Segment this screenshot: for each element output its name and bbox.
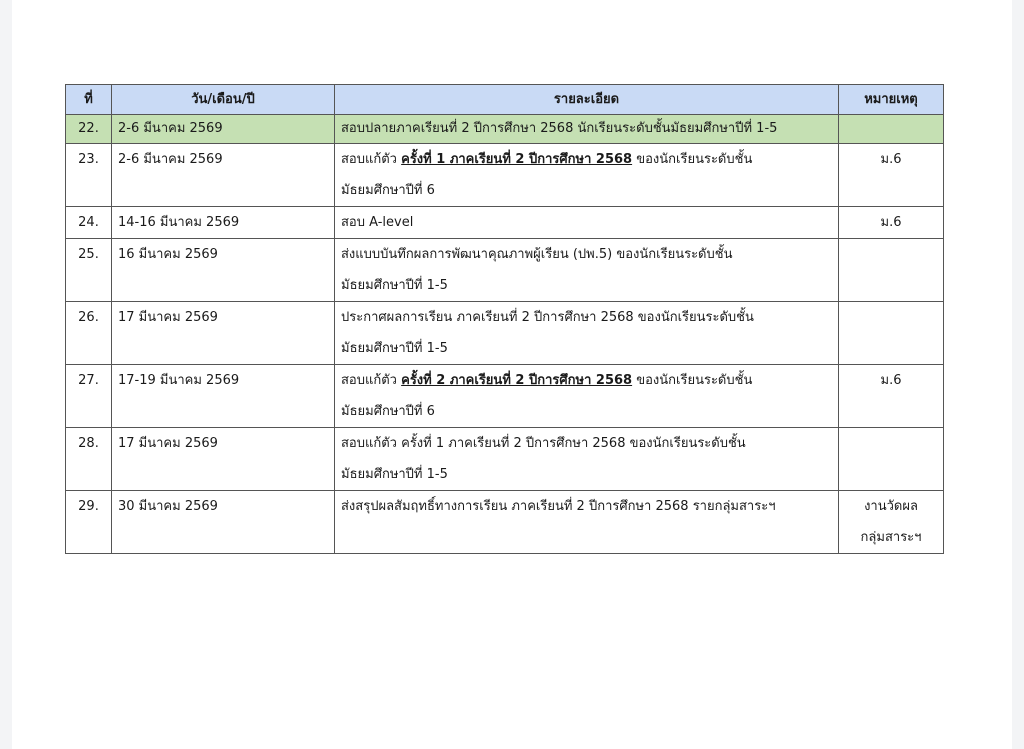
row-date: 2-6 มีนาคม 2569 (112, 115, 335, 144)
document-page (12, 0, 1012, 749)
detail-emphasis: ครั้งที่ 2 ภาคเรียนที่ 2 ปีการศึกษา 2568 (401, 373, 633, 388)
detail-text: สอบแก้ตัว (341, 152, 402, 167)
row-detail (335, 144, 839, 207)
detail-line-1: สอบแก้ตัว ครั้งที่ 1 ภาคเรียนที่ 2 ปีการศึกษา 2568 ของนักเรียนระดับชั้น (341, 436, 746, 451)
detail-text: ของนักเรียนระดับชั้น (632, 373, 753, 388)
row-detail (335, 302, 839, 365)
detail-line-2: มัธยมศึกษาปีที่ 6 (341, 404, 435, 419)
row-number: 23. (66, 144, 112, 207)
row-number: 28. (66, 428, 112, 491)
row-number: 22. (66, 115, 112, 144)
detail-line-1 (341, 365, 832, 396)
detail-text: ของนักเรียนระดับชั้น (632, 152, 753, 167)
row-date: 14-16 มีนาคม 2569 (112, 207, 335, 239)
row-note (839, 239, 944, 302)
detail-line-2: มัธยมศึกษาปีที่ 1-5 (341, 467, 448, 482)
table-row (66, 239, 944, 302)
row-number: 29. (66, 491, 112, 554)
row-date: 30 มีนาคม 2569 (112, 491, 335, 554)
table-row (66, 365, 944, 428)
row-note (839, 115, 944, 144)
table-row (66, 302, 944, 365)
row-note (839, 302, 944, 365)
detail-line-1: ส่งแบบบันทึกผลการพัฒนาคุณภาพผู้เรียน (ปพ.5) ของนักเรียนระดับชั้น (341, 247, 733, 262)
row-detail (335, 365, 839, 428)
row-note (839, 491, 944, 554)
detail-line-1: ประกาศผลการเรียน ภาคเรียนที่ 2 ปีการศึกษา 2568 ของนักเรียนระดับชั้น (341, 310, 754, 325)
row-date: 17-19 มีนาคม 2569 (112, 365, 335, 428)
row-date: 17 มีนาคม 2569 (112, 428, 335, 491)
row-detail (335, 239, 839, 302)
table-row (66, 428, 944, 491)
header-note: หมายเหตุ (839, 85, 944, 115)
table-row (66, 207, 944, 239)
detail-emphasis: ครั้งที่ 1 ภาคเรียนที่ 2 ปีการศึกษา 2568 (401, 152, 633, 167)
row-date: 2-6 มีนาคม 2569 (112, 144, 335, 207)
row-note: ม.6 (839, 144, 944, 207)
row-detail (335, 428, 839, 491)
detail-text: สอบแก้ตัว (341, 373, 402, 388)
row-note (839, 428, 944, 491)
detail-line-1 (341, 144, 832, 175)
table-row (66, 115, 944, 144)
row-detail: สอบ A-level (335, 207, 839, 239)
row-number: 27. (66, 365, 112, 428)
note-line-1: งานวัดผล (864, 499, 918, 514)
row-number: 24. (66, 207, 112, 239)
row-date: 17 มีนาคม 2569 (112, 302, 335, 365)
row-date: 16 มีนาคม 2569 (112, 239, 335, 302)
table-row (66, 144, 944, 207)
table-header-row (66, 85, 944, 115)
header-number: ที่ (66, 85, 112, 115)
detail-line-2: มัธยมศึกษาปีที่ 6 (341, 183, 435, 198)
row-detail: สอบปลายภาคเรียนที่ 2 ปีการศึกษา 2568 นักเรียนระดับชั้นมัธยมศึกษาปีที่ 1-5 (335, 115, 839, 144)
row-detail: ส่งสรุปผลสัมฤทธิ์ทางการเรียน ภาคเรียนที่ 2 ปีการศึกษา 2568 รายกลุ่มสาระฯ (335, 491, 839, 554)
header-detail: รายละเอียด (335, 85, 839, 115)
detail-line-2: มัธยมศึกษาปีที่ 1-5 (341, 278, 448, 293)
schedule-table (65, 84, 944, 554)
row-note: ม.6 (839, 207, 944, 239)
note-line-2: กลุ่มสาระฯ (860, 530, 922, 545)
table-row (66, 491, 944, 554)
row-note: ม.6 (839, 365, 944, 428)
detail-line-2: มัธยมศึกษาปีที่ 1-5 (341, 341, 448, 356)
header-date: วัน/เดือน/ปี (112, 85, 335, 115)
row-number: 26. (66, 302, 112, 365)
row-number: 25. (66, 239, 112, 302)
